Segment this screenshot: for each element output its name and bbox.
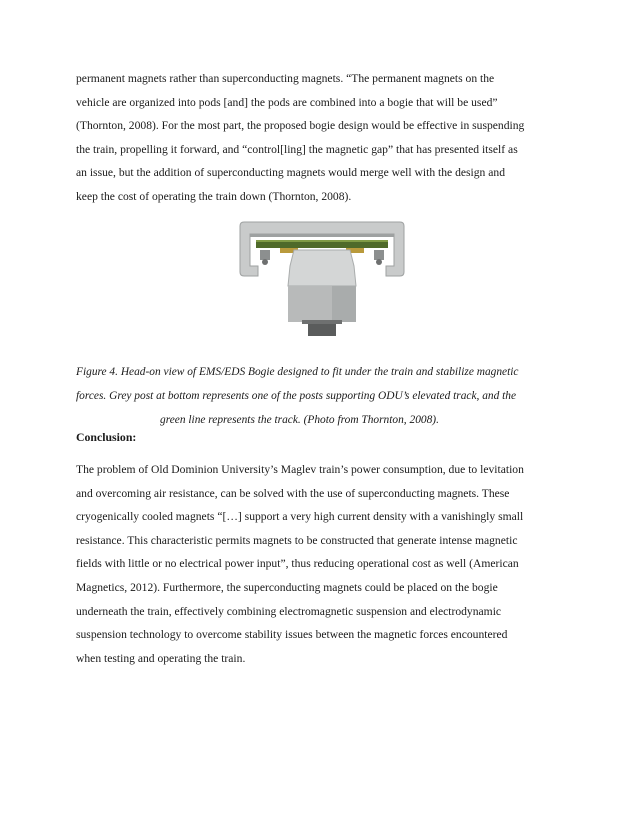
bolt-right xyxy=(376,259,382,265)
post-base-top xyxy=(302,320,342,324)
post-base xyxy=(308,322,336,336)
caption-line: forces. Grey post at bottom represents one of the posts supporting ODU’s elevated track, and the xyxy=(76,389,517,402)
paragraph-1-line: the train, propelling it forward, and “control[ling] the magnetic gap” that has presented itself as xyxy=(76,142,518,156)
conclusion-line: cryogenically cooled magnets “[…] support a very high current density with a vanishingly small xyxy=(76,510,524,524)
conclusion-line: resistance. This characteristic permits magnets to be constructed that generate intense magnetic xyxy=(76,533,518,547)
conclusion-line: suspension technology to overcome stability issues between the magnetic forces encountered xyxy=(76,628,508,642)
conclusion-line: when testing and operating the train. xyxy=(76,651,246,665)
caption-line: green line represents the track. (Photo from Thornton, 2008). xyxy=(160,413,439,426)
paragraph-1-line: keep the cost of operating the train down (Thornton, 2008). xyxy=(76,189,352,203)
paragraph-1-line: an issue, but the addition of superconducting magnets would merge well with the design and xyxy=(76,166,505,180)
caption-line: Figure 4. Head-on view of EMS/EDS Bogie designed to fit under the train and stabilize magnetic xyxy=(76,366,519,378)
post-head xyxy=(288,250,356,286)
paragraph-1-line: permanent magnets rather than superconducting magnets. “The permanent magnets on the xyxy=(76,72,495,85)
conclusion-line: The problem of Old Dominion University’s Maglev train’s power consumption, due to levitation xyxy=(76,463,524,476)
conclusion-line: fields with little or no electrical power input”, thus reducing operational cost as well (American xyxy=(76,557,519,571)
bogie-figure-image xyxy=(236,220,408,348)
conclusion-line: Magnetics, 2012). Furthermore, the superconducting magnets could be placed on the bogie xyxy=(76,580,498,594)
side-clamp-left xyxy=(260,250,270,260)
paragraph-1 xyxy=(76,67,576,209)
figure-caption xyxy=(76,361,566,432)
conclusion-line: and overcoming air resistance, can be solved with the use of superconducting magnets. These xyxy=(76,486,510,500)
side-clamp-right xyxy=(374,250,384,260)
conclusion-paragraph xyxy=(76,458,576,670)
post-body-shade xyxy=(332,286,356,322)
frame-inner-shadow xyxy=(250,234,394,237)
paragraph-1-line: vehicle are organized into pods [and] the pods are combined into a bogie that will be used” xyxy=(76,95,498,109)
section-heading: Conclusion: xyxy=(76,430,137,444)
conclusion-line: underneath the train, effectively combining electromagnetic suspension and electrodynamic xyxy=(76,604,502,618)
green-rail-highlight xyxy=(256,240,388,242)
bolt-left xyxy=(262,259,268,265)
paragraph-1-line: (Thornton, 2008). For the most part, the proposed bogie design would be effective in suspending xyxy=(76,119,525,133)
